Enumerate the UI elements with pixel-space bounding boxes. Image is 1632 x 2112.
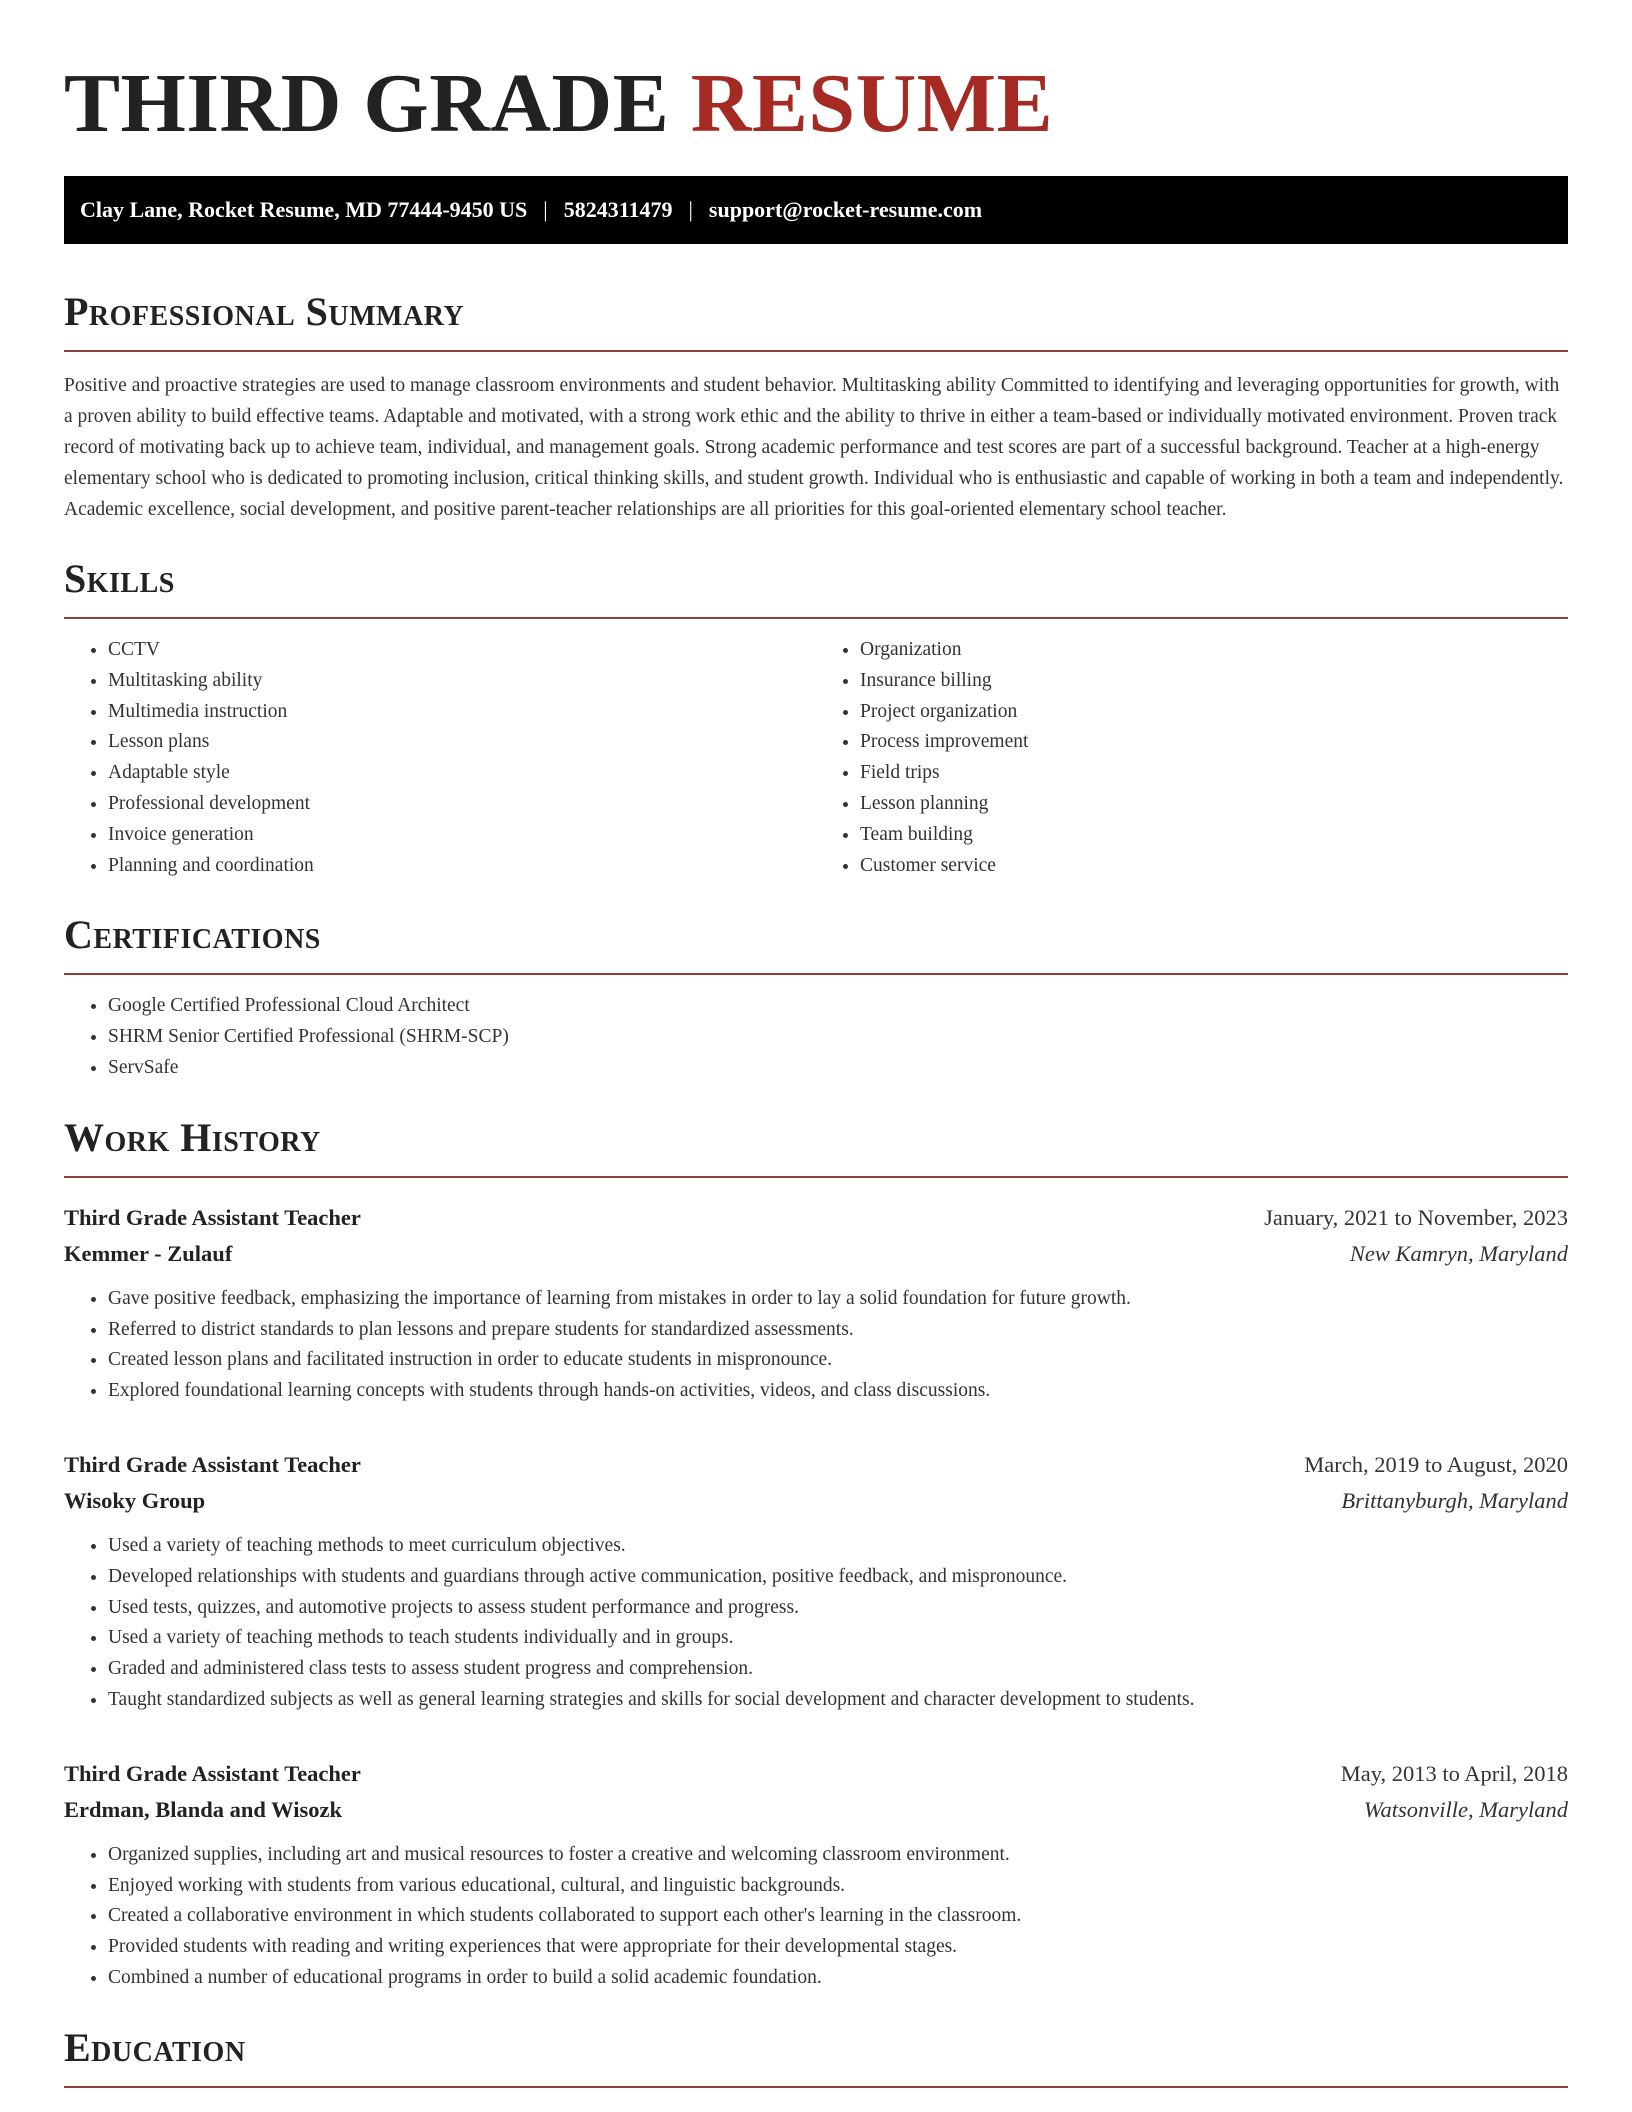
job-duty: • Combined a number of educational programs in order to build a solid academic foundation.	[108, 1963, 1568, 1994]
job-entry	[64, 1756, 1568, 1994]
job-duty: • Used a variety of teaching methods to teach students individually and in groups.	[108, 1623, 1568, 1654]
certification-item: • SHRM Senior Certified Professional (SHRM-SCP)	[108, 1022, 1568, 1053]
certification-item: • Google Certified Professional Cloud Architect	[108, 991, 1568, 1022]
summary-section	[64, 286, 1568, 525]
skills-list-right	[816, 635, 1568, 881]
certifications-heading: Certifications	[64, 909, 1568, 975]
job-company: Kemmer - Zulauf	[64, 1240, 233, 1266]
contact-email: support@rocket-resume.com	[708, 197, 983, 222]
job-duty: • Referred to district standards to plan lessons and prepare students for standardized assessments.	[108, 1315, 1568, 1346]
job-duty: • Gave positive feedback, emphasizing the importance of learning from mistakes in order to lay a solid foundation for future growth.	[108, 1284, 1568, 1315]
job-header-row	[64, 1447, 1568, 1483]
job-location: Brittanyburgh, Maryland	[1341, 1487, 1568, 1513]
education-section	[64, 2022, 1568, 2088]
summary-text: Positive and proactive strategies are used to manage classroom environments and student behavior. Multitasking ability Committed to identifying and leveraging opportunities for growth, with a proven ability to build effective teams. Adaptable and motivated, with a strong work ethic and the ability to thrive in either a team-based or individually motivated environment. Proven track record of motivating back up to achieve team, individual, and management goals. Strong academic performance and test scores are part of a successful background. Teacher at a high-energy elementary school who is dedicated to promoting inclusion, critical thinking skills, and student growth. Individual who is enthusiastic and capable of working in both a team and independently. Academic excellence, social development, and positive parent-teacher relationships are all priorities for this goal-oriented elementary school teacher.	[64, 375, 1564, 520]
job-company-row	[64, 1483, 1568, 1519]
skill-item: • Multimedia instruction	[108, 697, 816, 728]
certifications-list	[64, 991, 1568, 1083]
skills-grid	[64, 635, 1568, 881]
skills-list-left	[64, 635, 816, 881]
skill-item: • Organization	[860, 635, 1568, 666]
title-part-2: RESUME	[690, 57, 1054, 150]
summary-heading: Professional Summary	[64, 286, 1568, 352]
resume-title	[64, 0, 1568, 176]
title-part-1: THIRD GRADE	[64, 57, 670, 150]
job-header-row	[64, 1200, 1568, 1236]
skill-item: • Insurance billing	[860, 666, 1568, 697]
job-title: Third Grade Assistant Teacher	[64, 1451, 361, 1477]
contact-address: Clay Lane, Rocket Resume, MD 77444-9450 US	[80, 197, 528, 222]
job-company-row	[64, 1236, 1568, 1272]
job-entry	[64, 1447, 1568, 1716]
certification-item: • ServSafe	[108, 1053, 1568, 1084]
job-duty: • Graded and administered class tests to assess student progress and comprehension.	[108, 1654, 1568, 1685]
skill-item: • Process improvement	[860, 727, 1568, 758]
job-title: Third Grade Assistant Teacher	[64, 1204, 361, 1230]
job-duties-list	[64, 1531, 1568, 1716]
skills-heading: Skills	[64, 553, 1568, 619]
skill-item: • Invoice generation	[108, 820, 816, 851]
skill-item: • Adaptable style	[108, 758, 816, 789]
skill-item: • Team building	[860, 820, 1568, 851]
job-title: Third Grade Assistant Teacher	[64, 1760, 361, 1786]
contact-phone: 5824311479	[563, 197, 673, 222]
contact-bar	[64, 176, 1568, 244]
job-dates: May, 2013 to April, 2018	[1340, 1760, 1568, 1786]
job-header-row	[64, 1756, 1568, 1792]
job-duty: • Enjoyed working with students from various educational, cultural, and linguistic backgrounds.	[108, 1871, 1568, 1902]
skill-item: • Planning and coordination	[108, 851, 816, 882]
job-location: Watsonville, Maryland	[1363, 1796, 1568, 1822]
job-duty: • Used a variety of teaching methods to meet curriculum objectives.	[108, 1531, 1568, 1562]
job-company: Erdman, Blanda and Wisozk	[64, 1796, 343, 1822]
job-duty: • Provided students with reading and writing experiences that were appropriate for their developmental stages.	[108, 1932, 1568, 1963]
job-entry	[64, 1200, 1568, 1407]
skill-item: • Lesson plans	[108, 727, 816, 758]
certifications-section	[64, 909, 1568, 1083]
job-dates: January, 2021 to November, 2023	[1264, 1204, 1568, 1230]
job-duty: • Used tests, quizzes, and automotive projects to assess student performance and progress.	[108, 1593, 1568, 1624]
job-duties-list	[64, 1284, 1568, 1407]
job-duty: • Organized supplies, including art and musical resources to foster a creative and welcoming classroom environment.	[108, 1840, 1568, 1871]
contact-separator: |	[688, 197, 693, 222]
job-duty: • Explored foundational learning concepts with students through hands-on activities, videos, and class discussions.	[108, 1376, 1568, 1407]
job-company: Wisoky Group	[64, 1487, 206, 1513]
job-duty: • Created lesson plans and facilitated instruction in order to educate students in mispronounce.	[108, 1345, 1568, 1376]
job-company-row	[64, 1792, 1568, 1828]
job-duty: • Taught standardized subjects as well as general learning strategies and skills for social development and character development to students.	[108, 1685, 1568, 1716]
work-history-section	[64, 1112, 1568, 1994]
job-duty: • Developed relationships with students and guardians through active communication, positive feedback, and mispronounce.	[108, 1562, 1568, 1593]
job-location: New Kamryn, Maryland	[1349, 1240, 1568, 1266]
skill-item: • Lesson planning	[860, 789, 1568, 820]
skill-item: • Project organization	[860, 697, 1568, 728]
skill-item: • Professional development	[108, 789, 816, 820]
education-heading: Education	[64, 2022, 1568, 2088]
job-duties-list	[64, 1840, 1568, 1994]
contact-separator: |	[543, 197, 548, 222]
skill-item: • Field trips	[860, 758, 1568, 789]
skills-section	[64, 553, 1568, 881]
skill-item: • CCTV	[108, 635, 816, 666]
skill-item: • Customer service	[860, 851, 1568, 882]
job-duty: • Created a collaborative environment in which students collaborated to support each other's learning in the classroom.	[108, 1901, 1568, 1932]
work-history-heading: Work History	[64, 1112, 1568, 1178]
job-dates: March, 2019 to August, 2020	[1304, 1451, 1568, 1477]
skill-item: • Multitasking ability	[108, 666, 816, 697]
